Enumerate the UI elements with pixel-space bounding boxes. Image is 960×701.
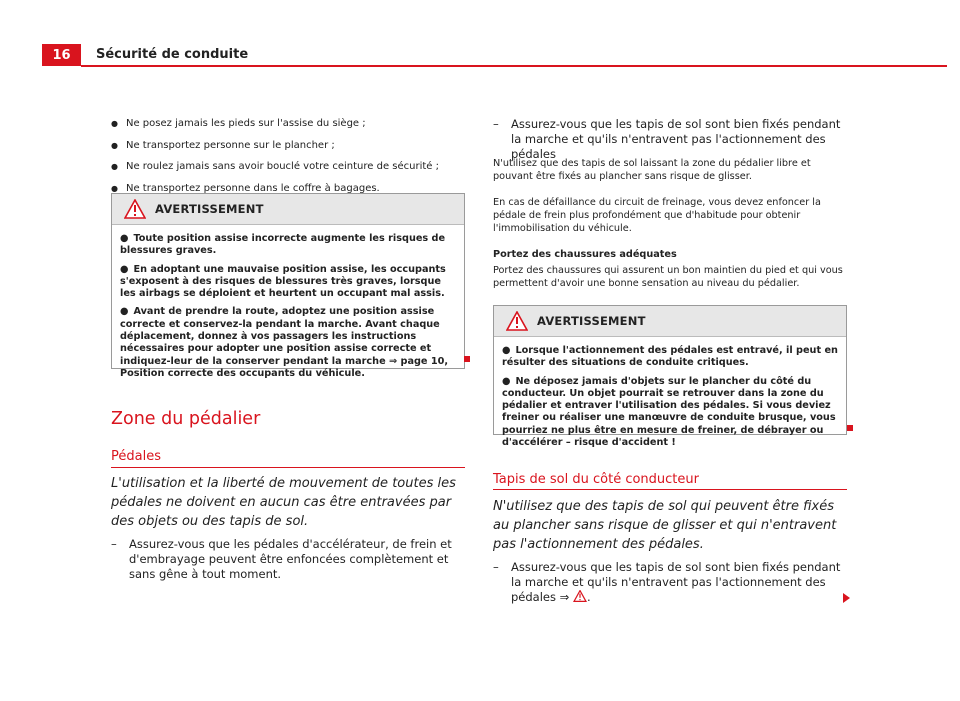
warning-triangle-icon xyxy=(573,590,587,602)
warning-title: AVERTISSEMENT xyxy=(537,314,646,328)
warning-body xyxy=(112,225,464,390)
warning-box xyxy=(493,305,847,449)
header-rule xyxy=(81,65,947,67)
intro-text: N'utilisez que des tapis de sol qui peuvent être fixés au plancher sans risque de glisser et qui n'entravent pas l'actionnement des pédales. xyxy=(493,499,837,552)
list-item: ● Ne posez jamais les pieds sur l'assise du siège ; xyxy=(111,117,465,130)
warning-header xyxy=(494,306,846,337)
paragraph: En cas de défaillance du circuit de freinage, vous devez enfoncer la pédale de frein plus profondément que d'habitude pour obtenir l'immobilisation du véhicule. xyxy=(493,197,821,234)
warning-header xyxy=(112,194,464,225)
continue-arrow-icon xyxy=(843,593,850,603)
subheading-rule xyxy=(111,467,465,468)
warning-triangle-icon xyxy=(506,311,528,331)
end-marker xyxy=(464,356,470,362)
warning-title: AVERTISSEMENT xyxy=(155,202,264,216)
warning-item: ● Lorsque l'actionnement des pédales est entravé, il peut en résulter des situations de conduite critiques. xyxy=(502,345,838,369)
warning-item: ● Ne déposez jamais d'objets sur le plancher du côté du conducteur. Un objet pourrait se retrouver dans la zone du pédalier et entraver l'utilisation des pédales. Si vous deviez freiner ou réaliser une manœuvre de conduite brusque, vous pourriez ne plus être en mesure de freiner, de débrayer ou d'accélérer – risque d'accident ! xyxy=(502,375,836,449)
paragraph: N'utilisez que des tapis de sol laissant la zone du pédalier libre et pouvant être fixés au plancher sans risque de glisser. xyxy=(493,158,811,182)
header-title: Sécurité de conduite xyxy=(96,47,249,62)
list-item: ● Ne roulez jamais sans avoir bouclé votre ceinture de sécurité ; xyxy=(111,160,465,173)
warning-item: ● En adoptant une mauvaise position assise, les occupants s'exposent à des risques de blessures très graves, lorsque les airbags se déploient et heurtent un occupant mal assis. xyxy=(120,263,446,300)
paragraph: Portez des chaussures qui assurent un bon maintien du pied et qui vous permettent d'avoir une bonne sensation au niveau du pédalier. xyxy=(493,265,843,289)
warning-box xyxy=(111,193,465,379)
section-title: Zone du pédalier xyxy=(111,409,261,429)
warning-item: ● Avant de prendre la route, adoptez une position assise correcte et conservez-la pendant la marche. Avant chaque déplacement, donnez à vos passagers les instructions nécessaires pour adopter une position assise correcte et indiquez-leur de la conserver pendant la marche ⇒ page 10, Position correcte des occupants du véhicule. xyxy=(120,306,449,379)
list-item: ● Ne transportez personne dans le coffre à bagages. xyxy=(111,182,465,195)
subheading: Pédales xyxy=(111,449,161,464)
subheading-rule xyxy=(493,489,847,490)
page-number: 16 xyxy=(42,44,81,66)
dash-item: – Assurez-vous que les tapis de sol sont bien fixés pendant la marche et qu'ils n'entravent pas l'actionnement des pédales xyxy=(493,117,847,162)
warning-body xyxy=(494,337,846,459)
bullet-list xyxy=(111,117,465,203)
intro-text: L'utilisation et la liberté de mouvement de toutes les pédales ne doivent en aucun cas être entravées par des objets ou des tapis de sol. xyxy=(111,476,456,529)
dash-item: – Assurez-vous que les pédales d'accélérateur, de frein et d'embrayage peuvent être enfoncées complètement et sans gêne à tout moment. xyxy=(111,537,465,582)
list-item: ● Ne transportez personne sur le plancher ; xyxy=(111,139,465,152)
warning-triangle-icon xyxy=(124,199,146,219)
end-marker xyxy=(847,425,853,431)
warning-item: ● Toute position assise incorrecte augmente les risques de blessures graves. xyxy=(120,233,446,257)
dash-item: – Assurez-vous que les tapis de sol sont bien fixés pendant la marche et qu'ils n'entravent pas l'actionnement des pédales ⇒ . xyxy=(493,560,847,605)
paragraph-heading: Portez des chaussures adéquates xyxy=(493,249,677,260)
subheading: Tapis de sol du côté conducteur xyxy=(493,472,699,487)
